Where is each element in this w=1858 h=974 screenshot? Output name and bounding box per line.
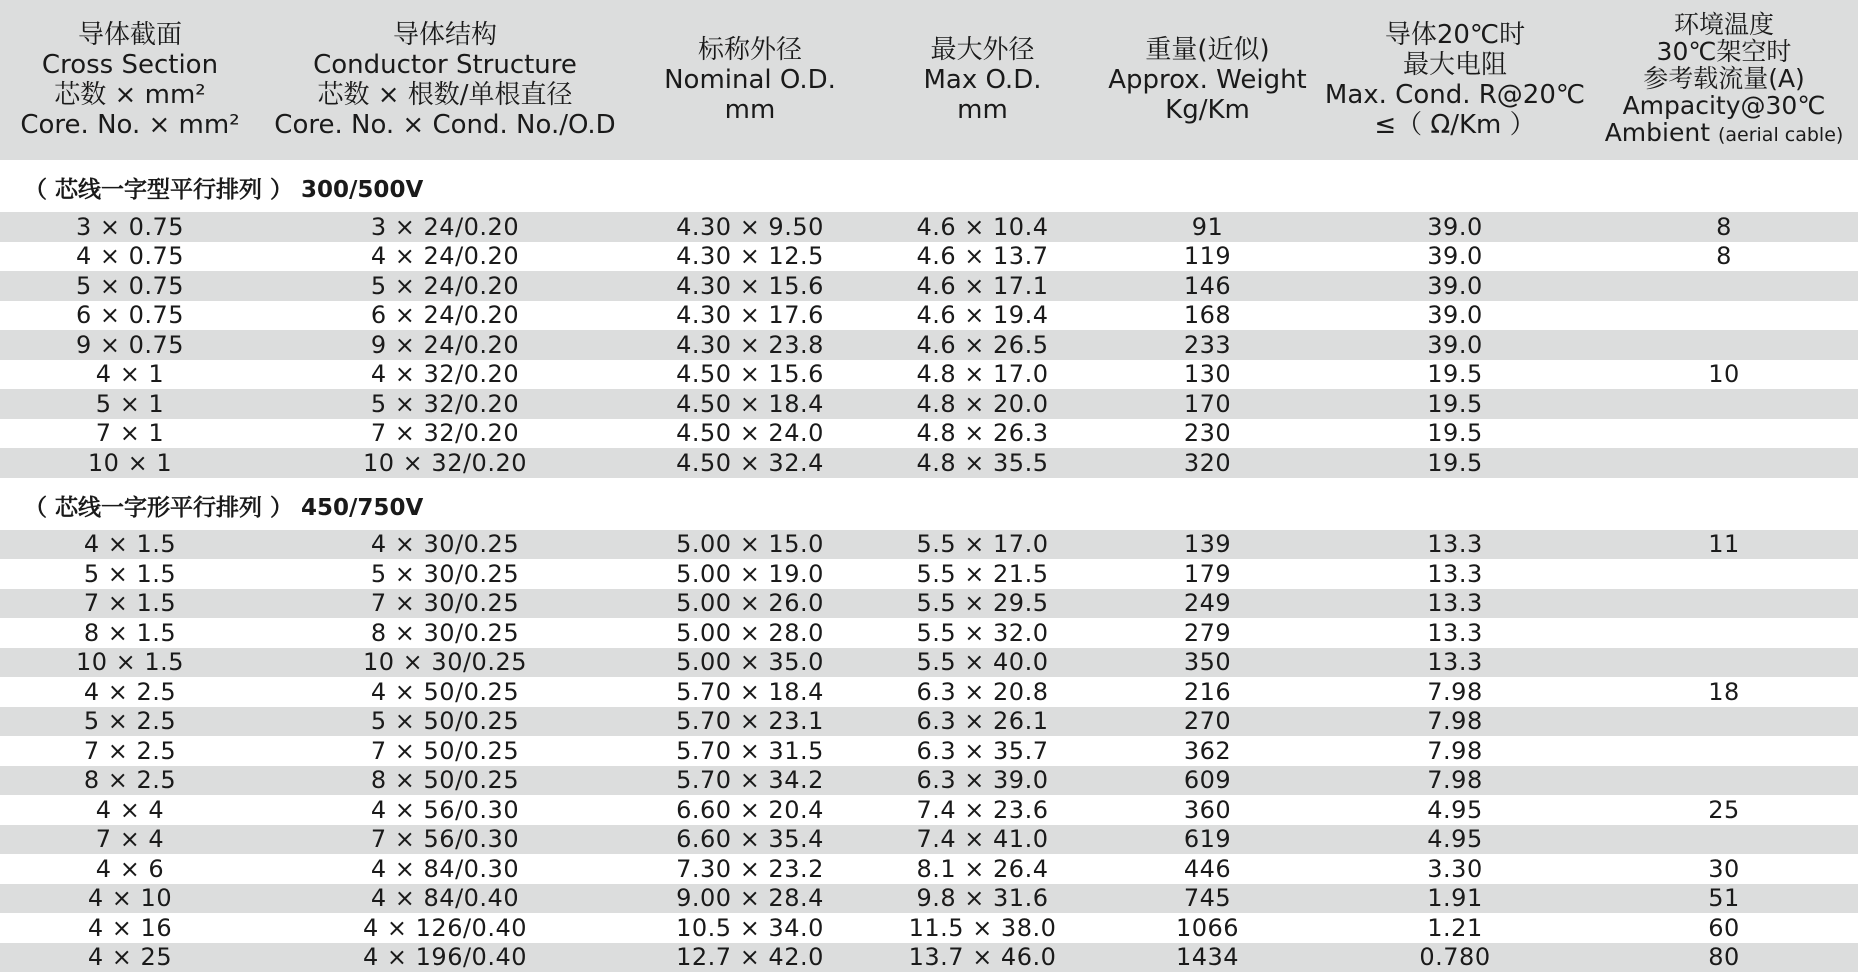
cell-cross-section: 5 × 2.5 <box>83 707 177 736</box>
table-body <box>0 160 1858 972</box>
cell-nominal-od: 4.30 × 23.8 <box>676 330 824 359</box>
header-line: 环境温度 <box>1673 10 1774 39</box>
cell-cross-section: 5 × 1 <box>95 389 165 418</box>
cell-max-od: 4.6 × 17.1 <box>916 271 1049 300</box>
table-row <box>0 301 1858 331</box>
cell-cross-section: 4 × 1.5 <box>83 530 177 559</box>
cell-approx-weight: 350 <box>1183 648 1232 677</box>
table-row <box>0 736 1858 766</box>
table-row <box>0 530 1858 560</box>
cell-max-resistance: 39.0 <box>1427 212 1483 241</box>
table-row <box>0 330 1858 360</box>
header-line: ≤（ Ω/Km ） <box>1374 110 1536 140</box>
table-header <box>0 0 1858 160</box>
table-row <box>0 943 1858 973</box>
cell-conductor-structure: 7 × 56/0.30 <box>370 825 520 854</box>
cell-nominal-od: 4.50 × 15.6 <box>676 360 824 389</box>
cell-approx-weight: 745 <box>1183 884 1232 913</box>
header-line: 导体截面 <box>77 20 182 50</box>
cell-conductor-structure: 4 × 56/0.30 <box>370 795 520 824</box>
cell-max-resistance: 4.95 <box>1427 825 1483 854</box>
cell-conductor-structure: 7 × 30/0.25 <box>370 589 520 618</box>
cell-approx-weight: 119 <box>1183 242 1232 271</box>
header-line: Ampacity@30℃ <box>1622 91 1826 120</box>
cell-conductor-structure: 10 × 30/0.25 <box>363 648 527 677</box>
header-line: 重量(近似) <box>1145 35 1270 65</box>
header-line: Cross Section <box>41 50 219 80</box>
table-row <box>0 677 1858 707</box>
header-line: Nominal O.D. <box>664 65 836 95</box>
cell-cross-section: 8 × 2.5 <box>83 766 177 795</box>
cell-max-od: 4.8 × 35.5 <box>916 448 1049 477</box>
header-line: Conductor Structure <box>313 50 577 80</box>
cell-cross-section: 7 × 2.5 <box>83 736 177 765</box>
cell-nominal-od: 9.00 × 28.4 <box>676 884 824 913</box>
cell-conductor-structure: 3 × 24/0.20 <box>370 212 520 241</box>
cell-approx-weight: 619 <box>1183 825 1232 854</box>
cell-nominal-od: 5.70 × 34.2 <box>676 766 824 795</box>
header-line: Kg/Km <box>1165 95 1250 125</box>
cell-cross-section: 4 × 16 <box>87 913 173 942</box>
header-ampacity <box>1590 0 1858 160</box>
cell-cross-section: 5 × 1.5 <box>83 559 177 588</box>
cell-approx-weight: 170 <box>1183 389 1232 418</box>
header-line: Max O.D. <box>923 65 1042 95</box>
cell-max-od: 5.5 × 21.5 <box>916 559 1049 588</box>
table-row <box>0 707 1858 737</box>
cell-nominal-od: 5.00 × 19.0 <box>676 559 824 588</box>
cell-ampacity: 51 <box>1708 884 1740 913</box>
cell-max-od: 4.6 × 26.5 <box>916 330 1049 359</box>
cell-approx-weight: 216 <box>1183 677 1232 706</box>
table-row <box>0 242 1858 272</box>
header-line: 30℃架空时 <box>1656 37 1792 66</box>
cell-max-resistance: 19.5 <box>1427 360 1483 389</box>
cell-max-od: 13.7 × 46.0 <box>908 943 1057 972</box>
cell-conductor-structure: 4 × 50/0.25 <box>370 677 520 706</box>
header-line: mm <box>724 95 776 125</box>
cell-cross-section: 5 × 0.75 <box>75 271 185 300</box>
cell-cross-section: 9 × 0.75 <box>75 330 185 359</box>
cell-cross-section: 4 × 1 <box>95 360 165 389</box>
table-row <box>0 419 1858 449</box>
cell-max-resistance: 4.95 <box>1427 795 1483 824</box>
header-conductor-structure <box>260 0 630 160</box>
cell-conductor-structure: 4 × 196/0.40 <box>363 943 527 972</box>
cell-approx-weight: 179 <box>1183 559 1232 588</box>
cell-conductor-structure: 5 × 32/0.20 <box>370 389 520 418</box>
table-row <box>0 648 1858 678</box>
header-line: mm <box>957 95 1008 125</box>
header-line: Approx. Weight <box>1108 65 1307 95</box>
cell-approx-weight: 230 <box>1183 419 1232 448</box>
cell-conductor-structure: 9 × 24/0.20 <box>370 330 520 359</box>
cell-max-od: 6.3 × 39.0 <box>916 766 1049 795</box>
cell-approx-weight: 1066 <box>1175 913 1240 942</box>
cell-max-resistance: 7.98 <box>1427 736 1483 765</box>
cell-max-od: 5.5 × 29.5 <box>916 589 1049 618</box>
header-line: 最大外径 <box>930 35 1035 65</box>
cell-approx-weight: 360 <box>1183 795 1232 824</box>
table-row <box>0 884 1858 914</box>
cell-ampacity: 60 <box>1708 913 1740 942</box>
header-max-resistance <box>1320 0 1590 160</box>
cell-approx-weight: 279 <box>1183 618 1232 647</box>
cell-max-resistance: 0.780 <box>1419 943 1491 972</box>
cell-ampacity: 8 <box>1716 212 1732 241</box>
cell-nominal-od: 4.30 × 17.6 <box>676 301 824 330</box>
cell-conductor-structure: 5 × 50/0.25 <box>370 707 520 736</box>
cell-max-resistance: 7.98 <box>1427 707 1483 736</box>
table-row <box>0 360 1858 390</box>
cell-ampacity: 30 <box>1708 854 1740 883</box>
header-line: Core. No. × mm² <box>20 110 240 140</box>
cell-cross-section: 7 × 4 <box>95 825 165 854</box>
cell-max-od: 7.4 × 23.6 <box>916 795 1049 824</box>
cell-ampacity: 25 <box>1708 795 1740 824</box>
header-line: 最大电阻 <box>1402 50 1507 80</box>
cell-approx-weight: 1434 <box>1175 943 1240 972</box>
cell-max-resistance: 13.3 <box>1427 618 1483 647</box>
table-row <box>0 559 1858 589</box>
cell-max-resistance: 1.21 <box>1427 913 1483 942</box>
cell-max-od: 5.5 × 17.0 <box>916 530 1049 559</box>
cell-conductor-structure: 8 × 50/0.25 <box>370 766 520 795</box>
cell-nominal-od: 10.5 × 34.0 <box>676 913 824 942</box>
header-nominal-od <box>630 0 870 160</box>
cell-nominal-od: 7.30 × 23.2 <box>676 854 824 883</box>
cell-nominal-od: 4.50 × 18.4 <box>676 389 824 418</box>
table-row <box>0 271 1858 301</box>
cell-max-od: 7.4 × 41.0 <box>916 825 1049 854</box>
cell-max-od: 4.8 × 17.0 <box>916 360 1049 389</box>
cell-conductor-structure: 10 × 32/0.20 <box>363 448 527 477</box>
cell-cross-section: 7 × 1 <box>95 419 165 448</box>
cell-max-od: 4.6 × 13.7 <box>916 242 1049 271</box>
cell-max-od: 4.8 × 26.3 <box>916 419 1049 448</box>
cell-max-od: 8.1 × 26.4 <box>916 854 1049 883</box>
cell-nominal-od: 4.30 × 15.6 <box>676 271 824 300</box>
cell-nominal-od: 5.70 × 31.5 <box>676 736 824 765</box>
cell-nominal-od: 4.50 × 32.4 <box>676 448 824 477</box>
section-title: （ 芯线一字型平行排列 ） 300/500V <box>24 177 424 203</box>
cell-cross-section: 10 × 1 <box>87 448 173 477</box>
cell-conductor-structure: 4 × 126/0.40 <box>363 913 527 942</box>
cell-conductor-structure: 8 × 30/0.25 <box>370 618 520 647</box>
cell-nominal-od: 5.00 × 28.0 <box>676 618 824 647</box>
cell-approx-weight: 130 <box>1183 360 1232 389</box>
cell-ampacity: 80 <box>1708 943 1740 972</box>
cell-max-resistance: 39.0 <box>1427 330 1483 359</box>
header-line: 导体结构 <box>392 20 497 50</box>
cell-max-od: 4.6 × 10.4 <box>916 212 1049 241</box>
cell-nominal-od: 4.30 × 12.5 <box>676 242 824 271</box>
cell-max-resistance: 13.3 <box>1427 648 1483 677</box>
cell-cross-section: 7 × 1.5 <box>83 589 177 618</box>
cell-nominal-od: 5.00 × 15.0 <box>676 530 824 559</box>
cell-conductor-structure: 4 × 30/0.25 <box>370 530 520 559</box>
header-line: 芯数 × 根数/单根直径 <box>317 80 573 110</box>
header-line: 参考载流量(A) <box>1643 64 1805 93</box>
header-line-ambient: Ambient <box>1604 118 1711 147</box>
cell-nominal-od: 4.50 × 24.0 <box>676 419 824 448</box>
cell-approx-weight: 146 <box>1183 271 1232 300</box>
cell-max-resistance: 13.3 <box>1427 530 1483 559</box>
cell-cross-section: 10 × 1.5 <box>75 648 185 677</box>
table-row <box>0 913 1858 943</box>
cell-cross-section: 4 × 10 <box>87 884 173 913</box>
cell-nominal-od: 12.7 × 42.0 <box>676 943 824 972</box>
header-line <box>1605 119 1844 149</box>
cell-nominal-od: 6.60 × 35.4 <box>676 825 824 854</box>
cell-conductor-structure: 4 × 84/0.40 <box>370 884 520 913</box>
cell-ampacity: 10 <box>1708 360 1740 389</box>
header-line-aerial: (aerial cable) <box>1717 124 1844 146</box>
cell-nominal-od: 4.30 × 9.50 <box>676 212 824 241</box>
cell-max-resistance: 39.0 <box>1427 242 1483 271</box>
cell-cross-section: 4 × 2.5 <box>83 677 177 706</box>
cell-cross-section: 4 × 0.75 <box>75 242 185 271</box>
header-line: 导体20℃时 <box>1384 20 1526 50</box>
header-cross-section <box>0 0 260 160</box>
cell-nominal-od: 5.00 × 35.0 <box>676 648 824 677</box>
cell-cross-section: 4 × 4 <box>95 795 165 824</box>
cell-max-od: 4.8 × 20.0 <box>916 389 1049 418</box>
cell-approx-weight: 320 <box>1183 448 1232 477</box>
cell-max-od: 5.5 × 40.0 <box>916 648 1049 677</box>
cell-max-od: 5.5 × 32.0 <box>916 618 1049 647</box>
cell-cross-section: 4 × 6 <box>95 854 165 883</box>
cell-nominal-od: 5.70 × 23.1 <box>676 707 824 736</box>
cell-max-resistance: 7.98 <box>1427 677 1483 706</box>
cell-cross-section: 4 × 25 <box>87 943 173 972</box>
cell-max-resistance: 19.5 <box>1427 448 1483 477</box>
cell-max-resistance: 3.30 <box>1427 854 1483 883</box>
header-line: Max. Cond. R@20℃ <box>1324 80 1586 110</box>
cell-max-od: 11.5 × 38.0 <box>908 913 1057 942</box>
cell-max-resistance: 39.0 <box>1427 301 1483 330</box>
cell-max-od: 6.3 × 35.7 <box>916 736 1049 765</box>
cell-cross-section: 6 × 0.75 <box>75 301 185 330</box>
table-row <box>0 448 1858 478</box>
cell-conductor-structure: 7 × 32/0.20 <box>370 419 520 448</box>
cell-approx-weight: 362 <box>1183 736 1232 765</box>
cell-max-resistance: 39.0 <box>1427 271 1483 300</box>
cell-conductor-structure: 4 × 32/0.20 <box>370 360 520 389</box>
cell-approx-weight: 91 <box>1191 212 1224 241</box>
table-row <box>0 825 1858 855</box>
cell-max-resistance: 19.5 <box>1427 389 1483 418</box>
cell-max-resistance: 13.3 <box>1427 589 1483 618</box>
cell-max-od: 6.3 × 20.8 <box>916 677 1049 706</box>
header-line: Core. No. × Cond. No./O.D <box>274 110 616 140</box>
cell-approx-weight: 139 <box>1183 530 1232 559</box>
header-line: 芯数 × mm² <box>54 80 206 110</box>
cell-conductor-structure: 7 × 50/0.25 <box>370 736 520 765</box>
cell-cross-section: 8 × 1.5 <box>83 618 177 647</box>
table-row <box>0 618 1858 648</box>
cell-conductor-structure: 5 × 30/0.25 <box>370 559 520 588</box>
cell-conductor-structure: 4 × 84/0.30 <box>370 854 520 883</box>
cell-approx-weight: 168 <box>1183 301 1232 330</box>
header-max-od <box>870 0 1095 160</box>
cell-ampacity: 11 <box>1708 530 1740 559</box>
table-row <box>0 795 1858 825</box>
cell-max-resistance: 13.3 <box>1427 559 1483 588</box>
cell-conductor-structure: 5 × 24/0.20 <box>370 271 520 300</box>
cell-max-od: 9.8 × 31.6 <box>916 884 1049 913</box>
cell-ampacity: 8 <box>1716 242 1732 271</box>
header-line: 标称外径 <box>697 35 802 65</box>
cell-max-od: 4.6 × 19.4 <box>916 301 1049 330</box>
cell-nominal-od: 6.60 × 20.4 <box>676 795 824 824</box>
cell-cross-section: 3 × 0.75 <box>75 212 185 241</box>
table-row <box>0 589 1858 619</box>
cell-max-resistance: 1.91 <box>1427 884 1483 913</box>
cell-conductor-structure: 6 × 24/0.20 <box>370 301 520 330</box>
cell-approx-weight: 270 <box>1183 707 1232 736</box>
cell-nominal-od: 5.70 × 18.4 <box>676 677 824 706</box>
table-row <box>0 389 1858 419</box>
cell-ampacity: 18 <box>1708 677 1740 706</box>
cell-nominal-od: 5.00 × 26.0 <box>676 589 824 618</box>
table-row <box>0 766 1858 796</box>
cell-approx-weight: 446 <box>1183 854 1232 883</box>
cell-max-resistance: 7.98 <box>1427 766 1483 795</box>
cell-approx-weight: 233 <box>1183 330 1232 359</box>
cell-approx-weight: 249 <box>1183 589 1232 618</box>
header-approx-weight <box>1095 0 1320 160</box>
table-row <box>0 212 1858 242</box>
cell-max-resistance: 19.5 <box>1427 419 1483 448</box>
table-row <box>0 854 1858 884</box>
cell-conductor-structure: 4 × 24/0.20 <box>370 242 520 271</box>
cell-max-od: 6.3 × 26.1 <box>916 707 1049 736</box>
section-title: （ 芯线一字形平行排列 ） 450/750V <box>24 494 424 521</box>
cell-approx-weight: 609 <box>1183 766 1232 795</box>
